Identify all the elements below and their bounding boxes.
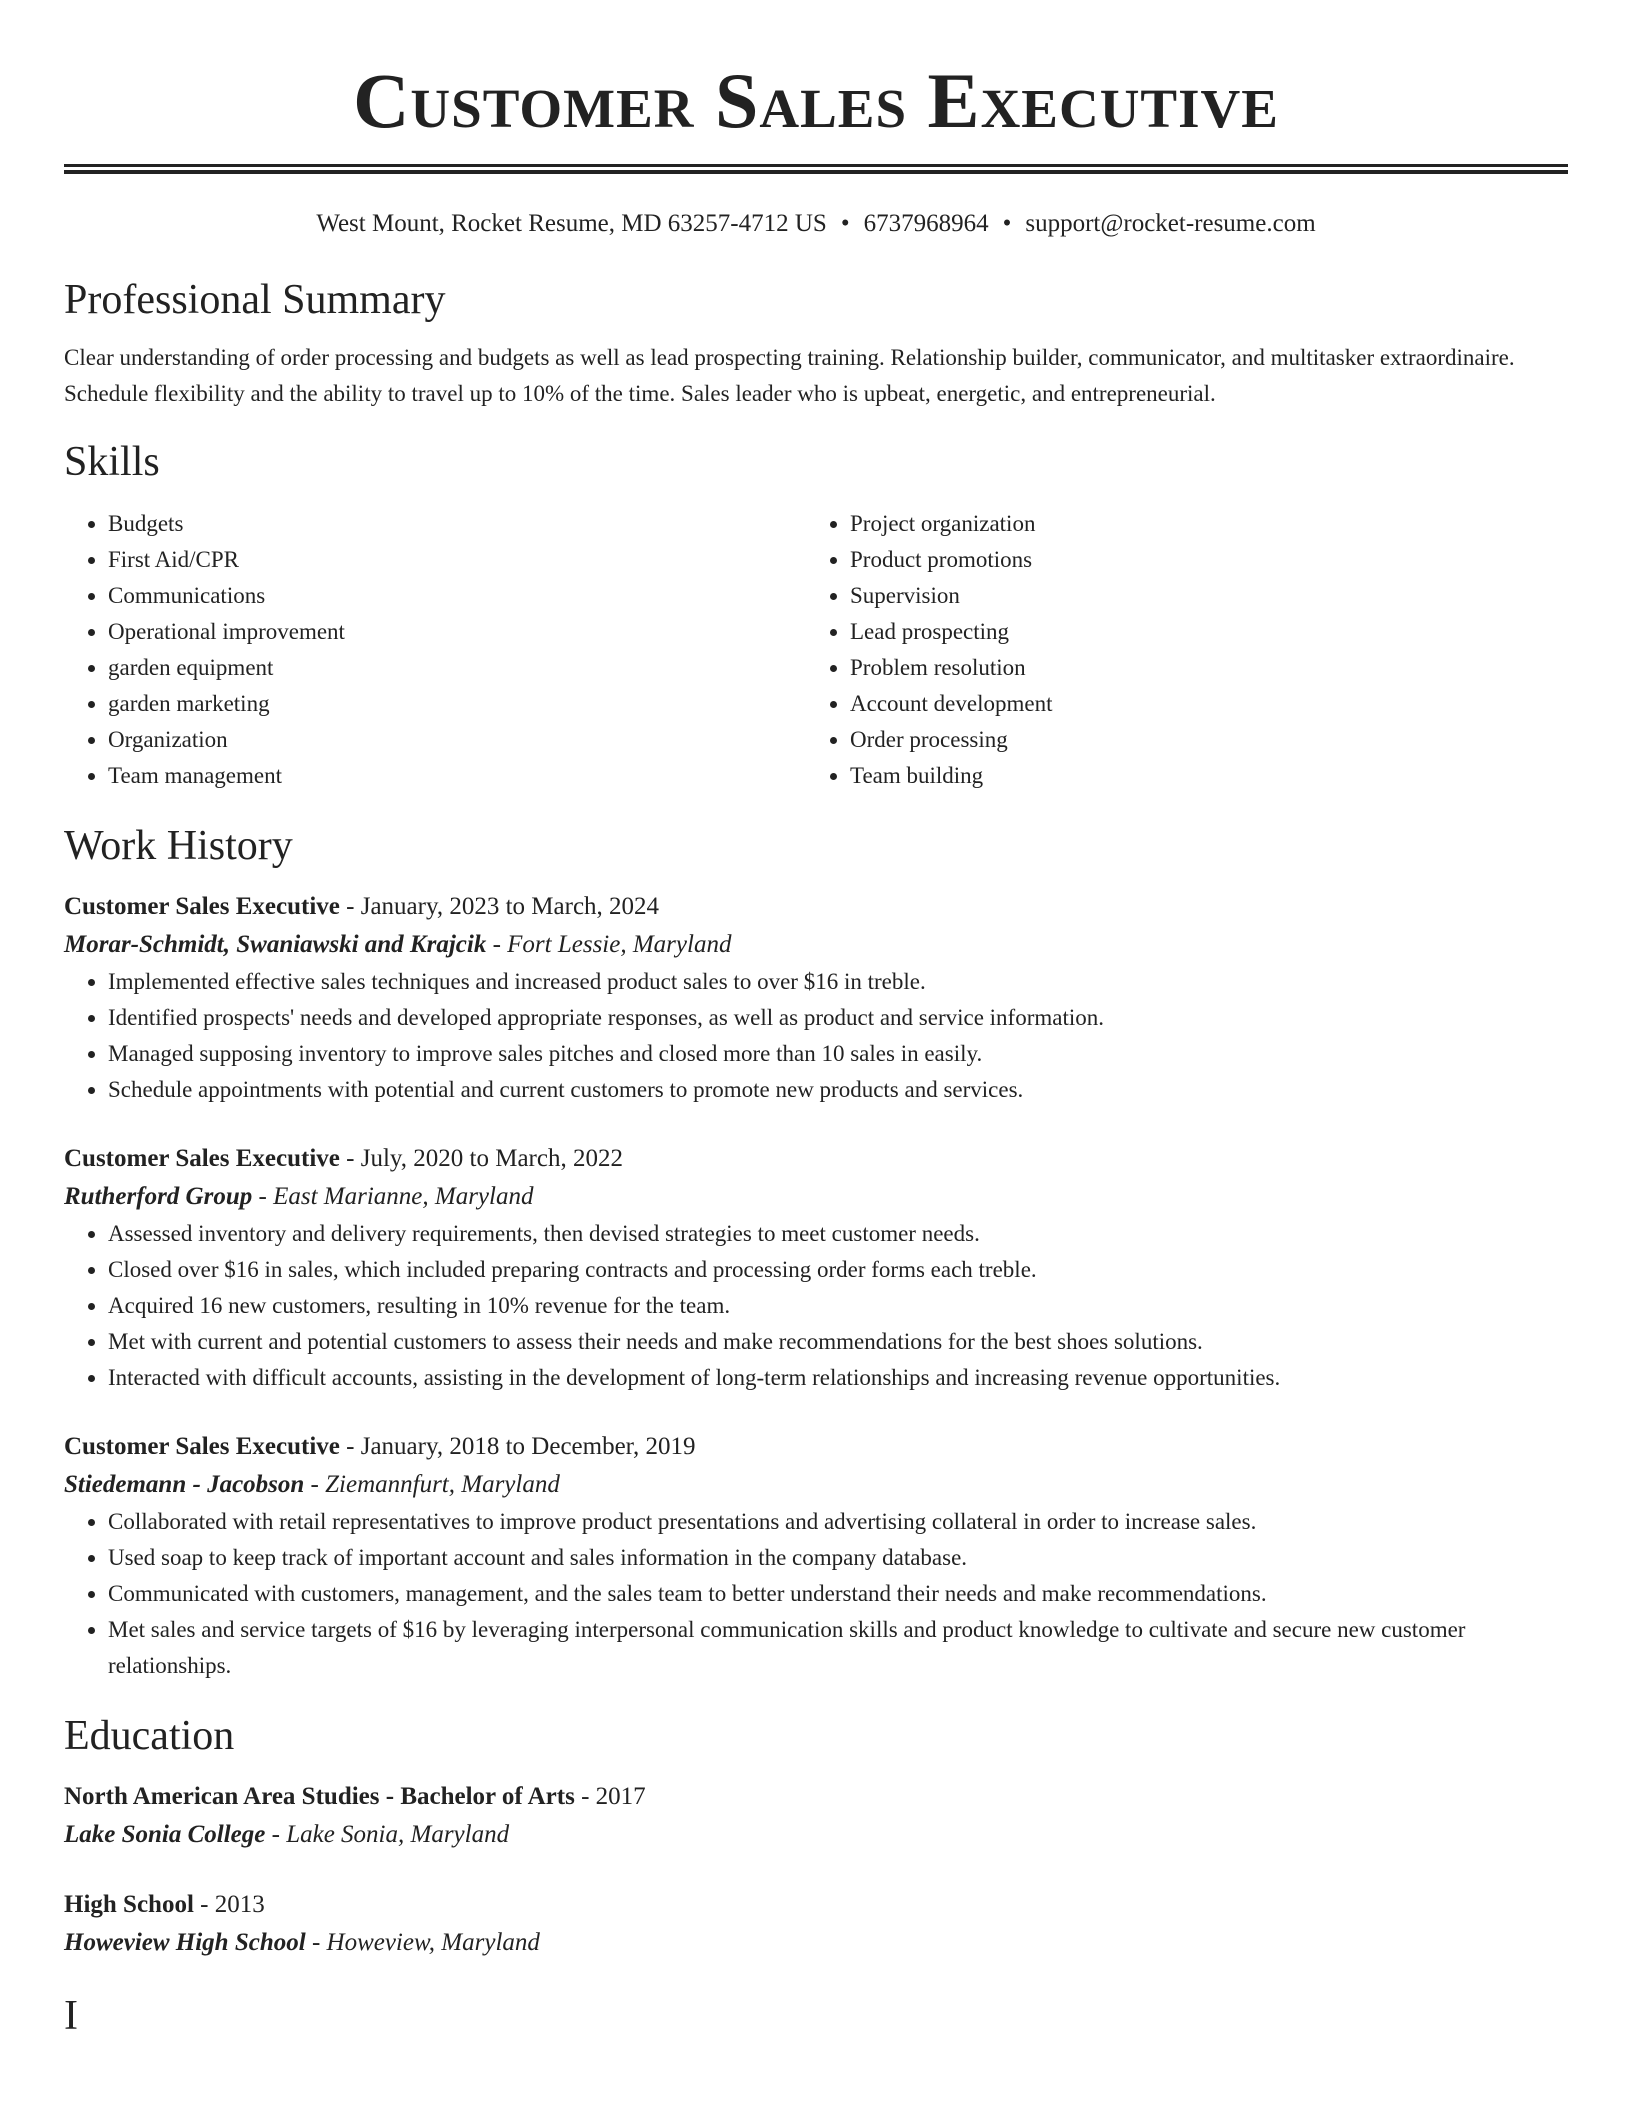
job-bullet: • Acquired 16 new customers, resulting in 10% revenue for the team.: [108, 1288, 1568, 1324]
job-company: Stiedemann - Jacobson: [64, 1471, 305, 1498]
job-dates: - July, 2020 to March, 2022: [339, 1145, 623, 1172]
contact-address: West Mount, Rocket Resume, MD 63257-4712 US: [316, 210, 827, 237]
skills-column-right: [806, 506, 1548, 794]
job-bullet: • Closed over $16 in sales, which included preparing contracts and processing order forms each treble.: [108, 1252, 1568, 1288]
job-bullet: • Managed supposing inventory to improve sales pitches and closed more than 10 sales in easily.: [108, 1036, 1568, 1072]
education-institution: [64, 1816, 1568, 1854]
job-location: - Fort Lessie, Maryland: [486, 931, 732, 958]
education-year: - 2017: [574, 1783, 646, 1810]
title-divider: [64, 164, 1568, 174]
job-bullet: • Assessed inventory and delivery requirements, then devised strategies to meet customer needs.: [108, 1216, 1568, 1252]
job-bullet: • Used soap to keep track of important account and sales information in the company database.: [108, 1540, 1568, 1576]
job-header: [64, 888, 1568, 926]
job-title: Customer Sales Executive: [64, 1145, 340, 1172]
next-section-heading: I: [64, 1993, 78, 2039]
education-school: Lake Sonia College: [64, 1821, 266, 1848]
skills-list-left: [64, 506, 806, 794]
education-degree: High School: [64, 1891, 194, 1918]
skill-item: • Product promotions: [850, 542, 1548, 578]
job-bullet: • Implemented effective sales techniques and increased product sales to over $16 in treble.: [108, 964, 1568, 1000]
education-entry: [64, 1778, 1568, 1854]
job-company: Morar-Schmidt, Swaniawski and Krajcik: [64, 931, 487, 958]
job-bullet: • Collaborated with retail representatives to improve product presentations and advertising collateral in order to increase sales.: [108, 1504, 1568, 1540]
skill-item: • garden equipment: [108, 650, 806, 686]
skill-item: • Supervision: [850, 578, 1548, 614]
skill-item: • Organization: [108, 722, 806, 758]
job-location: - Ziemannfurt, Maryland: [304, 1471, 560, 1498]
job-title: Customer Sales Executive: [64, 893, 340, 920]
skills-section: [64, 436, 1568, 794]
education-school: Howeview High School: [64, 1929, 306, 1956]
education-institution: [64, 1924, 1568, 1962]
job-title: Customer Sales Executive: [64, 1433, 340, 1460]
education-location: - Howeview, Maryland: [305, 1929, 540, 1956]
job-bullet: • Interacted with difficult accounts, assisting in the development of long-term relationships and increasing revenue opportunities.: [108, 1360, 1568, 1396]
job-employer: [64, 1178, 1568, 1216]
job-bullet: • Met with current and potential customers to assess their needs and make recommendations for the best shoes solutions.: [108, 1324, 1568, 1360]
education-year: - 2013: [193, 1891, 265, 1918]
education-location: - Lake Sonia, Maryland: [265, 1821, 510, 1848]
next-section: [64, 1990, 1568, 2042]
skill-item: • Problem resolution: [850, 650, 1548, 686]
skill-item: • Operational improvement: [108, 614, 806, 650]
skill-item: • Project organization: [850, 506, 1548, 542]
job-company: Rutherford Group: [64, 1183, 253, 1210]
contact-line: [64, 208, 1568, 240]
summary-heading: Professional Summary: [64, 277, 446, 323]
job-dates: - January, 2023 to March, 2024: [339, 893, 660, 920]
skills-columns: [64, 506, 1568, 794]
education-entry: [64, 1886, 1568, 1962]
skills-list-right: [806, 506, 1548, 794]
education-header: [64, 1886, 1568, 1924]
skill-item: • Communications: [108, 578, 806, 614]
education-section: [64, 1710, 1568, 1962]
job-entry: [64, 1140, 1568, 1396]
contact-separator: •: [1002, 210, 1012, 237]
skill-item: • Budgets: [108, 506, 806, 542]
skill-item: • garden marketing: [108, 686, 806, 722]
skill-item: • Team management: [108, 758, 806, 794]
job-bullet: • Met sales and service targets of $16 by leveraging interpersonal communication skills and product knowledge to cultivate and secure new customer relationships.: [108, 1612, 1568, 1684]
job-header: [64, 1140, 1568, 1178]
skill-item: • Team building: [850, 758, 1548, 794]
job-bullet: • Schedule appointments with potential and current customers to promote new products and services.: [108, 1072, 1568, 1108]
job-bullet-list: [64, 1216, 1568, 1396]
contact-phone: 6737968964: [863, 210, 989, 237]
summary-text: Clear understanding of order processing and budgets as well as lead prospecting training. Relationship builder, communicator, and multitasker extraordinaire. Schedule flexibility and the ability to travel up to 10% of the time. Sales leader who is upbeat, energetic, and entrepreneurial.: [64, 345, 1515, 406]
job-employer: [64, 926, 1568, 964]
skill-item: • Lead prospecting: [850, 614, 1548, 650]
skill-item: • First Aid/CPR: [108, 542, 806, 578]
job-bullet: • Communicated with customers, management, and the sales team to better understand their needs and make recommendations.: [108, 1576, 1568, 1612]
skill-item: • Order processing: [850, 722, 1548, 758]
job-entry: [64, 888, 1568, 1108]
summary-section: [64, 274, 1568, 412]
education-header: [64, 1778, 1568, 1816]
job-bullet-list: [64, 964, 1568, 1108]
job-bullet: • Identified prospects' needs and developed appropriate responses, as well as product and service information.: [108, 1000, 1568, 1036]
work-history-heading: Work History: [64, 823, 293, 869]
skills-column-left: [64, 506, 806, 794]
job-location: - East Marianne, Maryland: [252, 1183, 534, 1210]
education-heading: Education: [64, 1713, 235, 1759]
job-dates: - January, 2018 to December, 2019: [339, 1433, 696, 1460]
skill-item: • Account development: [850, 686, 1548, 722]
work-history-section: [64, 820, 1568, 1684]
skills-heading: Skills: [64, 439, 160, 485]
job-bullet-list: [64, 1504, 1568, 1684]
contact-email: support@rocket-resume.com: [1025, 210, 1316, 237]
job-header: [64, 1428, 1568, 1466]
job-employer: [64, 1466, 1568, 1504]
education-degree: North American Area Studies - Bachelor of Arts: [64, 1783, 575, 1810]
resume-title: Customer Sales Executive: [353, 57, 1279, 144]
contact-separator: •: [840, 210, 850, 237]
job-entry: [64, 1428, 1568, 1684]
